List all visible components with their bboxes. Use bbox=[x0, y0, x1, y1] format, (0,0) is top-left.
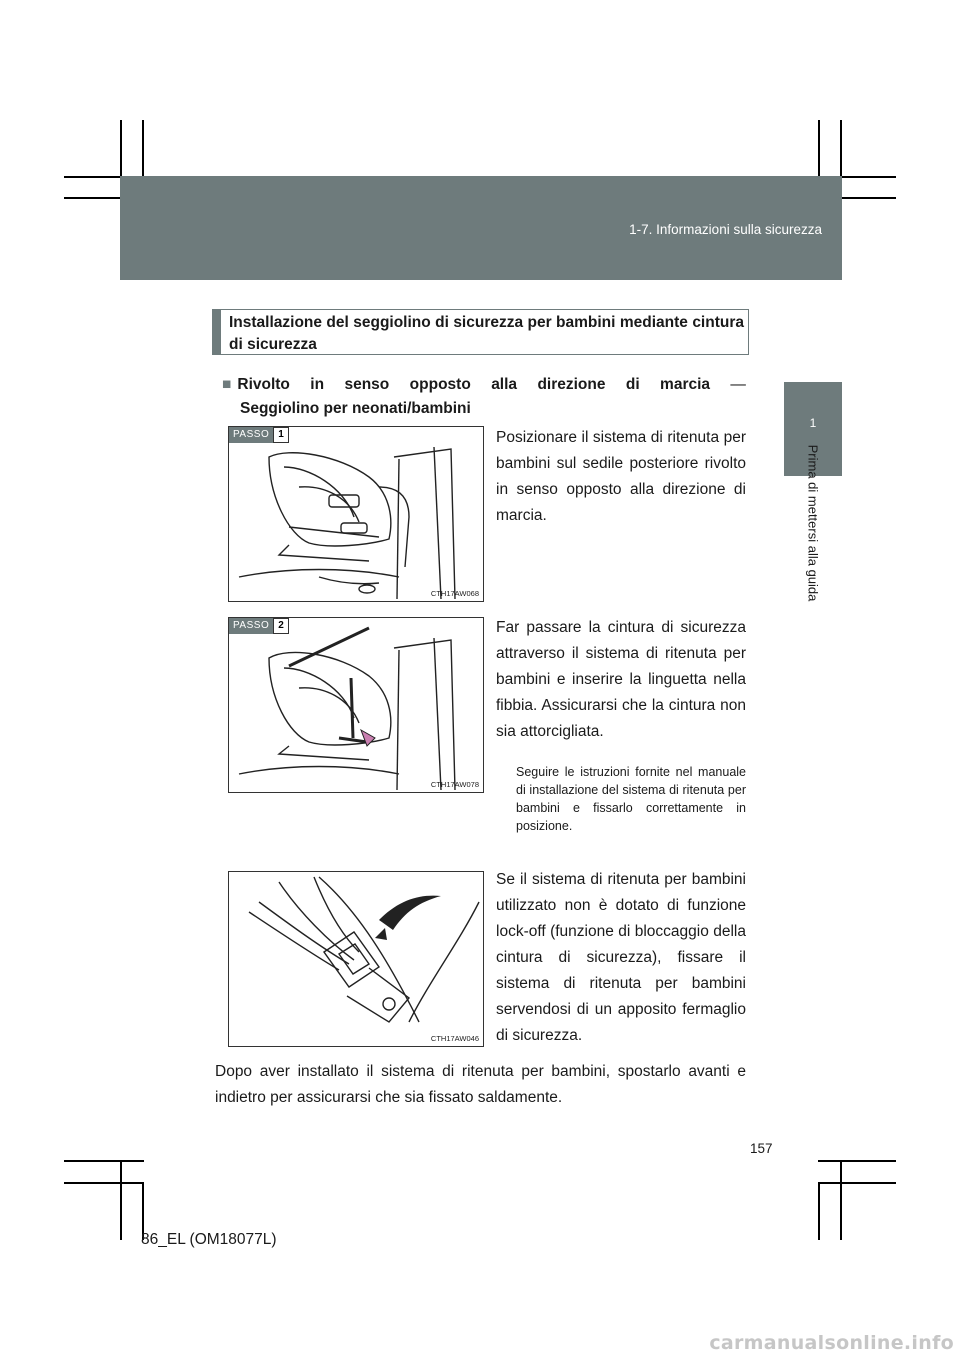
crop-mark bbox=[818, 1160, 896, 1162]
step-word: PASSO bbox=[229, 427, 273, 443]
step-number: 2 bbox=[273, 618, 289, 634]
bullet-square-icon: ■ bbox=[222, 376, 232, 393]
step-badge bbox=[229, 618, 289, 634]
bullet-heading-line1 bbox=[222, 373, 746, 397]
figure-code: CTH17AW068 bbox=[430, 589, 479, 598]
crop-mark bbox=[120, 1160, 122, 1240]
bullet-word: marcia bbox=[660, 376, 711, 393]
bullet-word: in bbox=[310, 376, 325, 393]
bullet-heading bbox=[222, 373, 746, 421]
locking-clip-illustration bbox=[229, 872, 483, 1046]
locking-clip-text: Se il sistema di ritenuta per bambini utilizzato non è dotato di funzione lock-off (funzione di bloccaggio della cintura di sicurezza), fissare il sistema di ritenuta per bambini servendosi di un apposito fermaglio di sicurezza. bbox=[496, 871, 746, 1044]
figure-code: CTH17AW078 bbox=[430, 780, 479, 789]
step-badge bbox=[229, 427, 289, 443]
document-code: 86_EL (OM18077L) bbox=[141, 1231, 277, 1248]
step-2-text: Far passare la cintura di sicurezza attraverso il sistema di ritenuta per bambini e inserire la linguetta nella fibbia. Assicurarsi che la cintura non sia attorcigliata. bbox=[496, 619, 746, 740]
child-seat-illustration bbox=[229, 427, 483, 601]
bullet-word: — bbox=[730, 376, 746, 393]
chapter-number: 1 bbox=[809, 416, 817, 430]
figure-step-1 bbox=[228, 426, 484, 602]
bullet-word: senso bbox=[344, 376, 390, 393]
bullet-word: direzione bbox=[537, 376, 606, 393]
figure-locking-clip bbox=[228, 871, 484, 1047]
page-number: 157 bbox=[750, 1141, 773, 1156]
step-word: PASSO bbox=[229, 618, 273, 634]
watermark: carmanualsonline.info bbox=[709, 1332, 954, 1354]
bullet-word: di bbox=[625, 376, 640, 393]
step-2-note: Seguire le istruzioni fornite nel manuale di installazione del sistema di ritenuta per bambini e fissarlo correttamente in posizione. bbox=[516, 765, 746, 833]
header-band bbox=[120, 176, 842, 280]
bullet-word: opposto bbox=[409, 376, 471, 393]
figure-code: CTH17AW046 bbox=[430, 1034, 479, 1043]
step-1-text: Posizionare il sistema di ritenuta per bambini sul sedile posteriore rivolto in senso opposto alla direzione di marcia. bbox=[496, 429, 746, 524]
bullet-heading-line2: Seggiolino per neonati/bambini bbox=[240, 400, 471, 417]
figure-step-2 bbox=[228, 617, 484, 793]
chapter-label: Prima di mettersi alla guida bbox=[805, 444, 821, 602]
bullet-word: alla bbox=[491, 376, 518, 393]
crop-mark bbox=[64, 1160, 144, 1162]
final-paragraph: Dopo aver installato il sistema di ritenuta per bambini, spostarlo avanti e indietro per assicurarsi che sia fissato saldamente. bbox=[215, 1063, 746, 1106]
crop-mark bbox=[818, 1182, 896, 1184]
step-number: 1 bbox=[273, 427, 289, 443]
section-breadcrumb: 1-7. Informazioni sulla sicurezza bbox=[629, 222, 822, 237]
child-seat-belt-illustration bbox=[229, 618, 483, 792]
section-title: Installazione del seggiolino di sicurezza per bambini mediante cintura di sicurezza bbox=[212, 309, 749, 355]
crop-mark bbox=[818, 1182, 820, 1240]
crop-mark bbox=[64, 1182, 144, 1184]
crop-mark bbox=[840, 1160, 842, 1240]
bullet-word: ■ Rivolto bbox=[222, 376, 290, 393]
